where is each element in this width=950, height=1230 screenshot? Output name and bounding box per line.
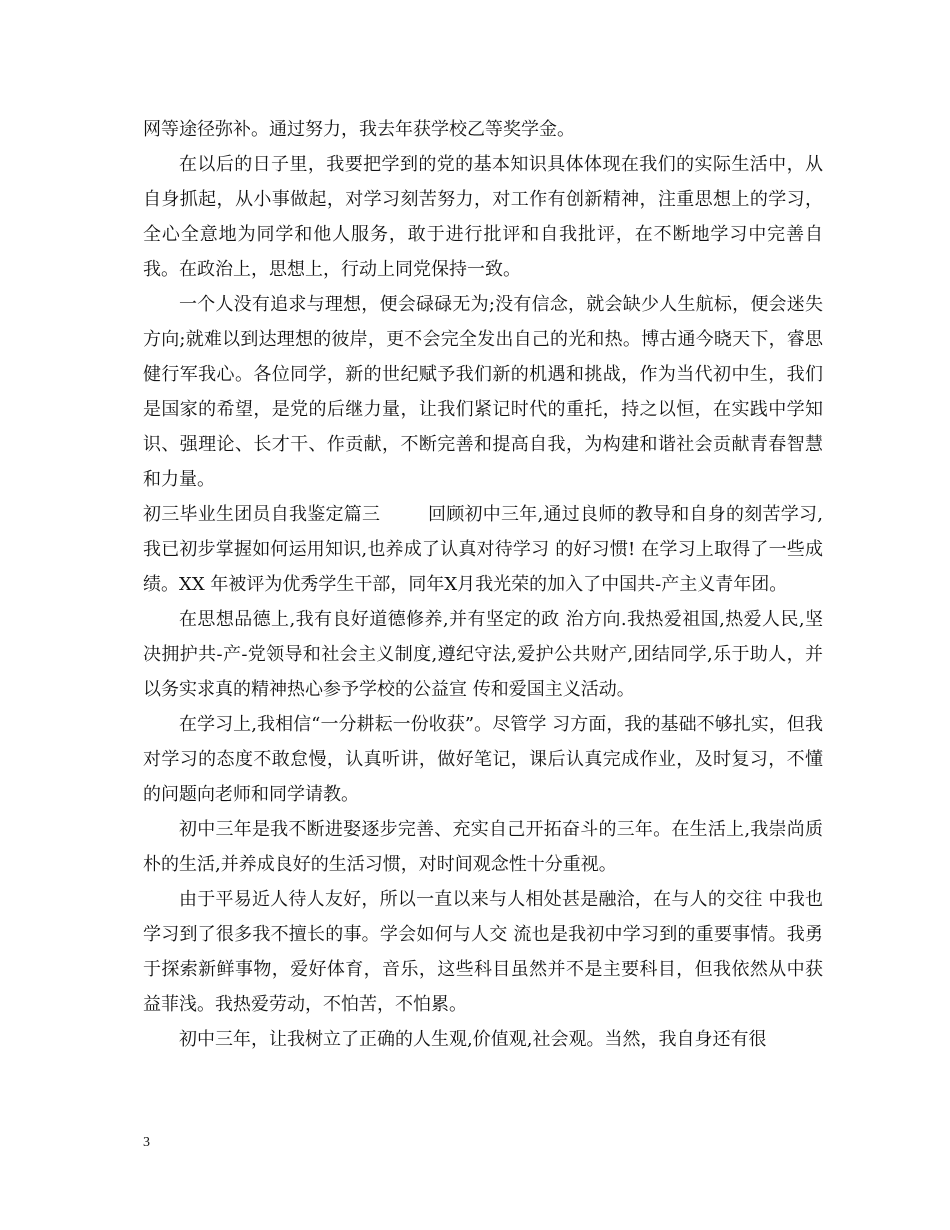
section-heading-paragraph: 初三毕业生团员自我鉴定篇三 回顾初中三年,通过良师的教导和自身的刻苦学习, 我已初步掌握如何运用知识,也养成了认真对待学习 的好习惯! 在学习上取得了一些成绩。XX 年被评为优秀学生干部，同年X月我光荣的加入了中国共-产主义青年团。: [143, 504, 829, 595]
paragraph-6: 在学习上,我相信“一分耕耘一份收获”。尽管学 习方面，我的基础不够扎实，但我对学习的态度不敢怠慢，认真听讲，做好笔记，课后认真完成作业，及时复习，不懂的问题向老师和同学请教。: [143, 714, 823, 805]
page-number: 3: [143, 1135, 150, 1150]
paragraph-2: 在以后的日子里，我要把学到的党的基本知识具体体现在我们的实际生活中，从自身抓起，从小事做起，对学习刻苦努力，对工作有创新精神，注重思想上的学习，全心全意地为同学和他人服务，敢于进行批评和自我批评，在不断地学习中完善自我。在政治上，思想上，行动上同党保持一致。: [143, 154, 823, 280]
paragraph-7: 初中三年是我不断进娶逐步完善、充实自己开拓奋斗的三年。在生活上,我崇尚质朴的生活,并养成良好的生活习惯，对时间观念性十分重视。: [143, 819, 823, 875]
paragraph-1: 网等途径弥补。通过努力，我去年获学校乙等奖学金。: [143, 119, 575, 140]
body-text: [143, 112, 829, 1057]
paragraph-8: 由于平易近人待人友好，所以一直以来与人相处甚是融洽，在与人的交往 中我也学习到了很多我不擅长的事。学会如何与人交 流也是我初中学习到的重要事情。我勇于探索新鲜事物，爱好体育，音乐，这些科目虽然并不是主要科目，但我依然从中获益菲浅。我热爱劳动，不怕苦，不怕累。: [143, 889, 823, 1015]
paragraph-3: 一个人没有追求与理想，便会碌碌无为;没有信念，就会缺少人生航标，便会迷失方向;就难以到达理想的彼岸，更不会完全发出自己的光和热。博古通今晓天下，睿思健行军我心。各位同学，新的世纪赋予我们新的机遇和挑战，作为当代初中生，我们是国家的希望，是党的后继力量，让我们紧记时代的重托，持之以恒，在实践中学知识、强理论、长才干、作贡献，不断完善和提高自我，为构建和谐社会贡献青春智慧和力量。: [143, 294, 823, 490]
paragraph-5: 在思想品德上,我有良好道德修养,并有坚定的政 治方向.我热爱祖国,热爱人民,坚决拥护共-产-党领导和社会主义制度,遵纪守法,爱护公共财产,团结同学,乐于助人，并以务实求真的精神热心参予学校的公益宣 传和爱国主义活动。: [143, 609, 823, 700]
paragraph-9: 初中三年，让我树立了正确的人生观,价值观,社会观。当然，我自身还有很: [179, 1029, 767, 1050]
